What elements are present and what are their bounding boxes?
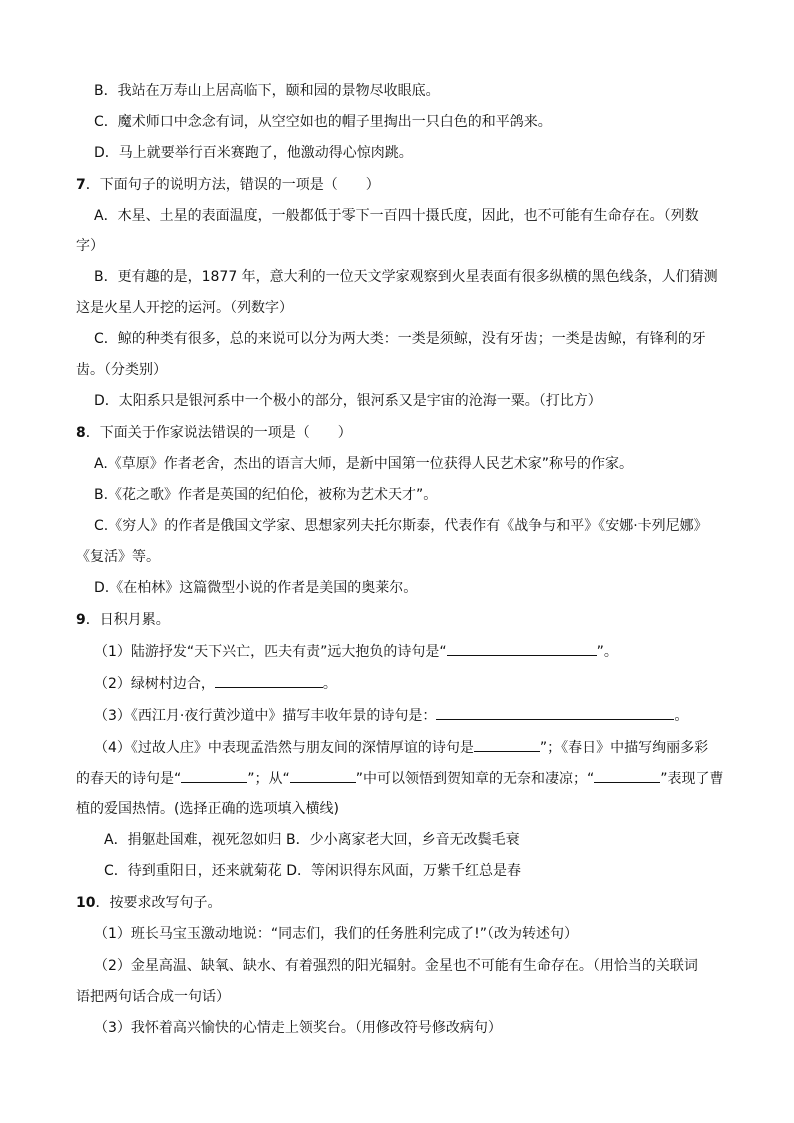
answer-blank[interactable]: [181, 768, 247, 783]
q7-option-c-cont: 齿。（分类别）: [76, 362, 167, 378]
q9-item-4: [94, 737, 708, 758]
q9-item-3-text: （3）《西江月·夜行黄沙道中》描写丰收年景的诗句是：: [94, 708, 437, 724]
q6-option-d: D．马上就要举行百米赛跑了，他激动得心惊肉跳。: [94, 145, 413, 161]
q8-option-a: A.《草原》作者老舍，杰出的语言大师，是新中国第一位获得人民艺术家”称号的作家。: [94, 456, 634, 472]
q6-option-c: C．魔术师口中念念有词，从空空如也的帽子里掏出一只白色的和平鸽来。: [94, 114, 552, 130]
q9-item-1: [94, 641, 618, 662]
q9-stem-text: ．日积月累。: [85, 612, 170, 628]
q9-item-4-text-5: ”中可以领悟到贺知章的无奈和凄凉；“: [355, 771, 595, 787]
q9-item-2-text: （2）绿树村边合，: [94, 676, 215, 692]
q9-item-3: [94, 705, 688, 726]
q7-option-b-cont: 这是火星人开挖的运河。（列数字）: [76, 300, 293, 316]
q9-item-4-text-6: ”表现了曹: [660, 771, 724, 787]
q9-item-2-end: 。: [322, 676, 337, 692]
q9-item-1-end: ”。: [596, 644, 618, 660]
q8-option-d: D.《在柏林》这篇微型小说的作者是美国的奥莱尔。: [94, 580, 418, 596]
q8-stem: [76, 423, 352, 443]
answer-blank[interactable]: [215, 673, 323, 688]
q7-option-d: D．太阳系只是银河系中一个极小的部分，银河系又是宇宙的沧海一粟。（打比方）: [94, 393, 602, 409]
q7-option-a-cont: 字）: [76, 238, 104, 254]
q9-item-1-text: （1）陆游抒发“天下兴亡，匹夫有责”远大抱负的诗句是“: [94, 644, 447, 660]
q10-number: 10: [76, 895, 96, 911]
q7-option-b: B．更有趣的是，1877 年，意大利的一位天文学家观察到火星表面有很多纵横的黑色线条，人们猜测: [94, 269, 718, 285]
q9-item-2: [94, 673, 337, 694]
answer-blank[interactable]: [436, 705, 674, 720]
q9-item-4-text-3: 的春天的诗句是“: [76, 771, 182, 787]
answer-blank[interactable]: [447, 641, 597, 656]
q10-item-3: （3）我怀着高兴愉快的心情走上领奖台。（用修改符号修改病句）: [94, 1020, 502, 1036]
q9-options-cd: C．待到重阳日，还来就菊花 D．等闲识得东风面，万紫千红总是春: [104, 863, 522, 879]
q9-stem: [76, 610, 170, 630]
q9-item-4-text-2: ”；《春日》中描写绚丽多彩: [539, 740, 709, 756]
q9-number: 9: [76, 612, 86, 628]
q10-item-2: （2）金星高温、缺氧、缺水、有着强烈的阳光辐射。金星也不可能有生命存在。（用恰当的关联词: [94, 958, 698, 974]
q9-item-4-cont-2: 植的爱国热情。(选择正确的选项填入横线): [76, 801, 339, 817]
q10-item-1: （1）班长马宝玉激动地说：“同志们，我们的任务胜利完成了!”（改为转述句）: [94, 926, 579, 942]
q9-item-3-end: 。: [674, 708, 689, 724]
q10-stem-text: ．按要求改写句子。: [95, 895, 222, 911]
q7-stem: [76, 175, 380, 195]
q9-item-4-text-4: ”；从“: [247, 771, 290, 787]
q9-item-4-text: （4）《过故人庄》中表现孟浩然与朋友间的深情厚谊的诗句是: [94, 740, 474, 756]
q8-option-c-cont: 《复活》等。: [76, 549, 160, 565]
q9-item-4-cont: [76, 768, 724, 789]
q8-option-b: B.《花之歌》作者是英国的纪伯伦，被称为艺术天才”。: [94, 487, 438, 503]
q10-item-2-cont: 语把两句话合成一句话）: [76, 989, 230, 1005]
q8-number: 8: [76, 425, 86, 441]
q7-number: 7: [76, 177, 86, 193]
q6-option-b: B．我站在万寿山上居高临下，颐和园的景物尽收眼底。: [94, 83, 440, 99]
answer-blank[interactable]: [474, 737, 540, 752]
answer-blank[interactable]: [594, 768, 660, 783]
q8-option-c: C.《穷人》的作者是俄国文学家、思想家列夫托尔斯泰，代表作有《战争与和平》《安娜·卡列尼娜》: [94, 518, 708, 534]
q7-option-c: C．鲸的种类有很多，总的来说可以分为两大类：一类是须鲸，没有牙齿；一类是齿鲸，有锋利的牙: [94, 331, 706, 347]
q8-stem-text: ．下面关于作家说法错误的一项是（ ）: [85, 425, 352, 441]
q7-stem-text: ．下面句子的说明方法，错误的一项是（ ）: [85, 177, 380, 193]
answer-blank[interactable]: [290, 768, 356, 783]
q7-option-a: A．木星、土星的表面温度，一般都低于零下一百四十摄氏度，因此，也不可能有生命存在。（列数: [94, 208, 699, 224]
q10-stem: [76, 893, 221, 913]
q9-options-ab: A．捐躯赴国难，视死忽如归 B．少小离家老大回，乡音无改鬓毛衰: [104, 832, 520, 848]
